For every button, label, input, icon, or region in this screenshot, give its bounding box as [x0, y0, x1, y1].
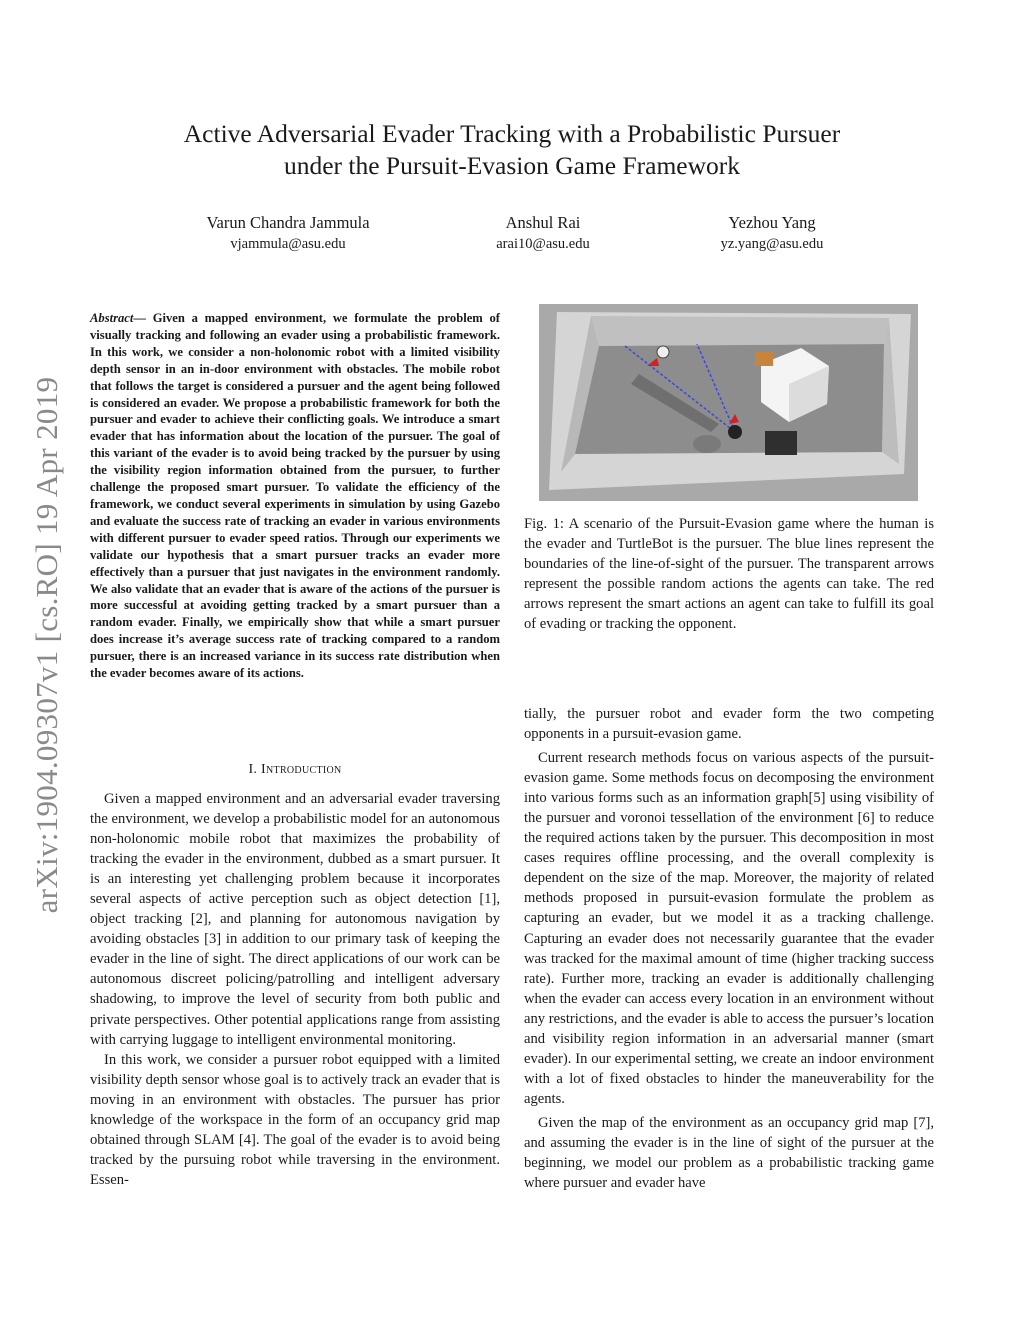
right-column-body [524, 704, 934, 1193]
paper-title [0, 118, 1024, 182]
author-email: arai10@asu.edu [496, 236, 590, 252]
paragraph: tially, the pursuer robot and evader form the two competing opponents in a pursuit-evasion game. [524, 706, 934, 743]
floor [575, 344, 884, 454]
figure-1-image [539, 304, 918, 501]
author-name: Yezhou Yang [728, 213, 816, 232]
abstract-label: Abstract [90, 311, 134, 325]
title-line-1: Active Adversarial Evader Tracking with a Probabilistic Pursuer [183, 119, 841, 148]
author-email: vjammula@asu.edu [230, 236, 346, 252]
paragraph: Given a mapped environment and an adversarial evader traversing the environment, we develop a probabilistic model for an autonomous non-holonomic mobile robot that maximizes the probability of tracking the evader in the environment, dubbed as a smart pursuer. It is an interesting yet challenging problem because it incorporates several aspects of active perception such as object detection [1], object tracking [2], and planning for autonomous navigation by avoiding obstacles [3] in addition to our primary task of keeping the evader in the line of sight. The direct applications of our work can be autonomous discreet policing/patrolling and intelligent adversary shadowing, to improve the level of security from both public and private perspectives. Other potential applications range from assisting with carrying luggage to intelligent environmental monitoring. [90, 791, 500, 1048]
author-1 [168, 212, 408, 254]
arxiv-stamp [22, 340, 72, 950]
abstract: Abstract— Given a mapped environment, we formulate the problem of visually tracking and following an evader using a probabilistic framework. In this work, we consider a non-holonomic robot with a limited visibility depth sensor in an in-door environment with obstacles. The mobile robot that follows the target is considered a pursuer and the agent being followed is considered an evader. We propose a probabilistic framework for both the pursuer and evader to achieve their conflicting goals. We introduce a smart evader that has information about the location of the pursuer. The goal of this variant of the evader is to avoid being tracked by the pursuer by using the visibility region information obtained from the pursuer, to further challenge the proposed smart pursuer. To validate the efficiency of the framework, we conduct several experiments in simulation by using Gazebo and evaluate the success rate of tracking an evader in various environments with different pursuer to evader speed ratios. Through our experiments we validate our hypothesis that a smart pursuer tracks an evader more effectively than a pursuer that just navigates in the environment randomly. We also validate that an evader that is aware of the actions of the pursuer is more successful at avoiding getting tracked by a smart pursuer than a random evader. Finally, we empirically show that while a smart pursuer does increase it’s average success rate of tracking compared to a random pursuer, there is an increased variance in its success rate distribution when the evader becomes aware of its actions. [90, 311, 500, 681]
author-2 [423, 212, 663, 254]
abstract-text: Given a mapped environment, we formulate the problem of visually tracking and following an evader using a probabilistic framework. In this work, we consider a non-holonomic robot with a limited visibility depth sensor in an in-door environment with obstacles. The mobile robot that follows the target is considered a pursuer and the agent being followed is considered an evader. We propose a probabilistic framework for both the pursuer and evader to achieve their conflicting goals. We introduce a smart evader that has information about the location of the pursuer. The goal of this variant of the evader is to avoid being tracked by the pursuer by using the visibility region information obtained from the pursuer, to further challenge the proposed smart pursuer. To validate the efficiency of the framework, we conduct several experiments in simulation by using Gazebo and evaluate the success rate of tracking an evader in various environments with different pursuer to evader speed ratios. Through our experiments we validate our hypothesis that a smart pursuer tracks an evader more effectively than a pursuer that just navigates in the environment randomly. We also validate that an evader that is aware of the actions of the pursuer is more successful at avoiding getting tracked by a smart pursuer than a random evader. Finally, we empirically show that while a smart pursuer does increase it’s average success rate of tracking compared to a random pursuer, there is an increased variance in its success rate distribution when the evader becomes aware of its actions. [90, 311, 500, 681]
evader-human-marker [657, 346, 669, 358]
author-name: Anshul Rai [505, 213, 581, 232]
paragraph: In this work, we consider a pursuer robot equipped with a limited visibility depth sensor whose goal is to actively track an evader that is moving in an environment with obstacles. The pursuer has prior knowledge of the workspace in the form of an occupancy grid map obtained through SLAM [4]. The goal of the evader is to avoid being tracked by the pursuing robot while traversing in the environment. Essen- [90, 1051, 500, 1188]
dark-table-obstacle [765, 431, 797, 455]
paragraph: Given the map of the environment as an occupancy grid map [7], and assuming the evader is in the line of sight of the pursuer at the beginning, we model our problem as a probabilistic tracking game where pursuer and evader have [524, 1114, 934, 1192]
small-crate-obstacle [755, 352, 773, 366]
paragraph: Current research methods focus on various aspects of the pursuit-evasion game. Some methods focus on decomposing the environment into various forms such as an information graph[5] using visibility of the pursuer and voronoi tessellation of the environment [6] to reduce the required actions taken by the pursuer. This decomposition in most cases requires offline processing, and the overall complexity is dependent on the size of the map. Moreover, the majority of related methods proposed in pursuit-evasion formulate the problem as capturing an evader, but we model it as a tracking challenge. Capturing an evader does not necessarily guarantee that the evader was tracked for the maximal amount of time (higher tracking success rate). Further more, tracking an evader is additionally challenging when the evader can access every location in an environment without any restrictions, and the evader is able to access the pursuer’s location and visibility region information in an adversarial manner (smart evader). In our experimental setting, we create an indoor environment with a lot of fixed obstacles to hinder the maneuverability for the agents. [524, 750, 934, 1107]
simulation-scene [539, 304, 918, 501]
section-heading [90, 762, 500, 778]
arxiv-stamp-text: arXiv:1904.09307v1 [cs.RO] 19 Apr 2019 [29, 376, 64, 914]
figure-1-caption: Fig. 1: A scenario of the Pursuit-Evasion game where the human is the evader and TurtleBot is the pursuer. The blue lines represent the boundaries of the line-of-sight of the pursuer. The transparent arrows represent the possible random actions the agents can take. The red arrows represent the smart actions an agent can take to fulfill its goal of evading or tracking the opponent. [524, 516, 934, 633]
back-wall-face [591, 316, 889, 346]
title-line-2: under the Pursuit-Evasion Game Framework [283, 151, 741, 180]
pursuer-turtlebot-marker [728, 425, 742, 439]
section-title: Introduction [261, 762, 342, 777]
author-3 [652, 212, 892, 254]
author-name: Varun Chandra Jammula [206, 213, 370, 232]
author-email: yz.yang@asu.edu [720, 236, 824, 252]
section-number: I. [248, 762, 258, 777]
cylinder-obstacle [693, 435, 721, 453]
left-column-body [90, 789, 500, 1190]
